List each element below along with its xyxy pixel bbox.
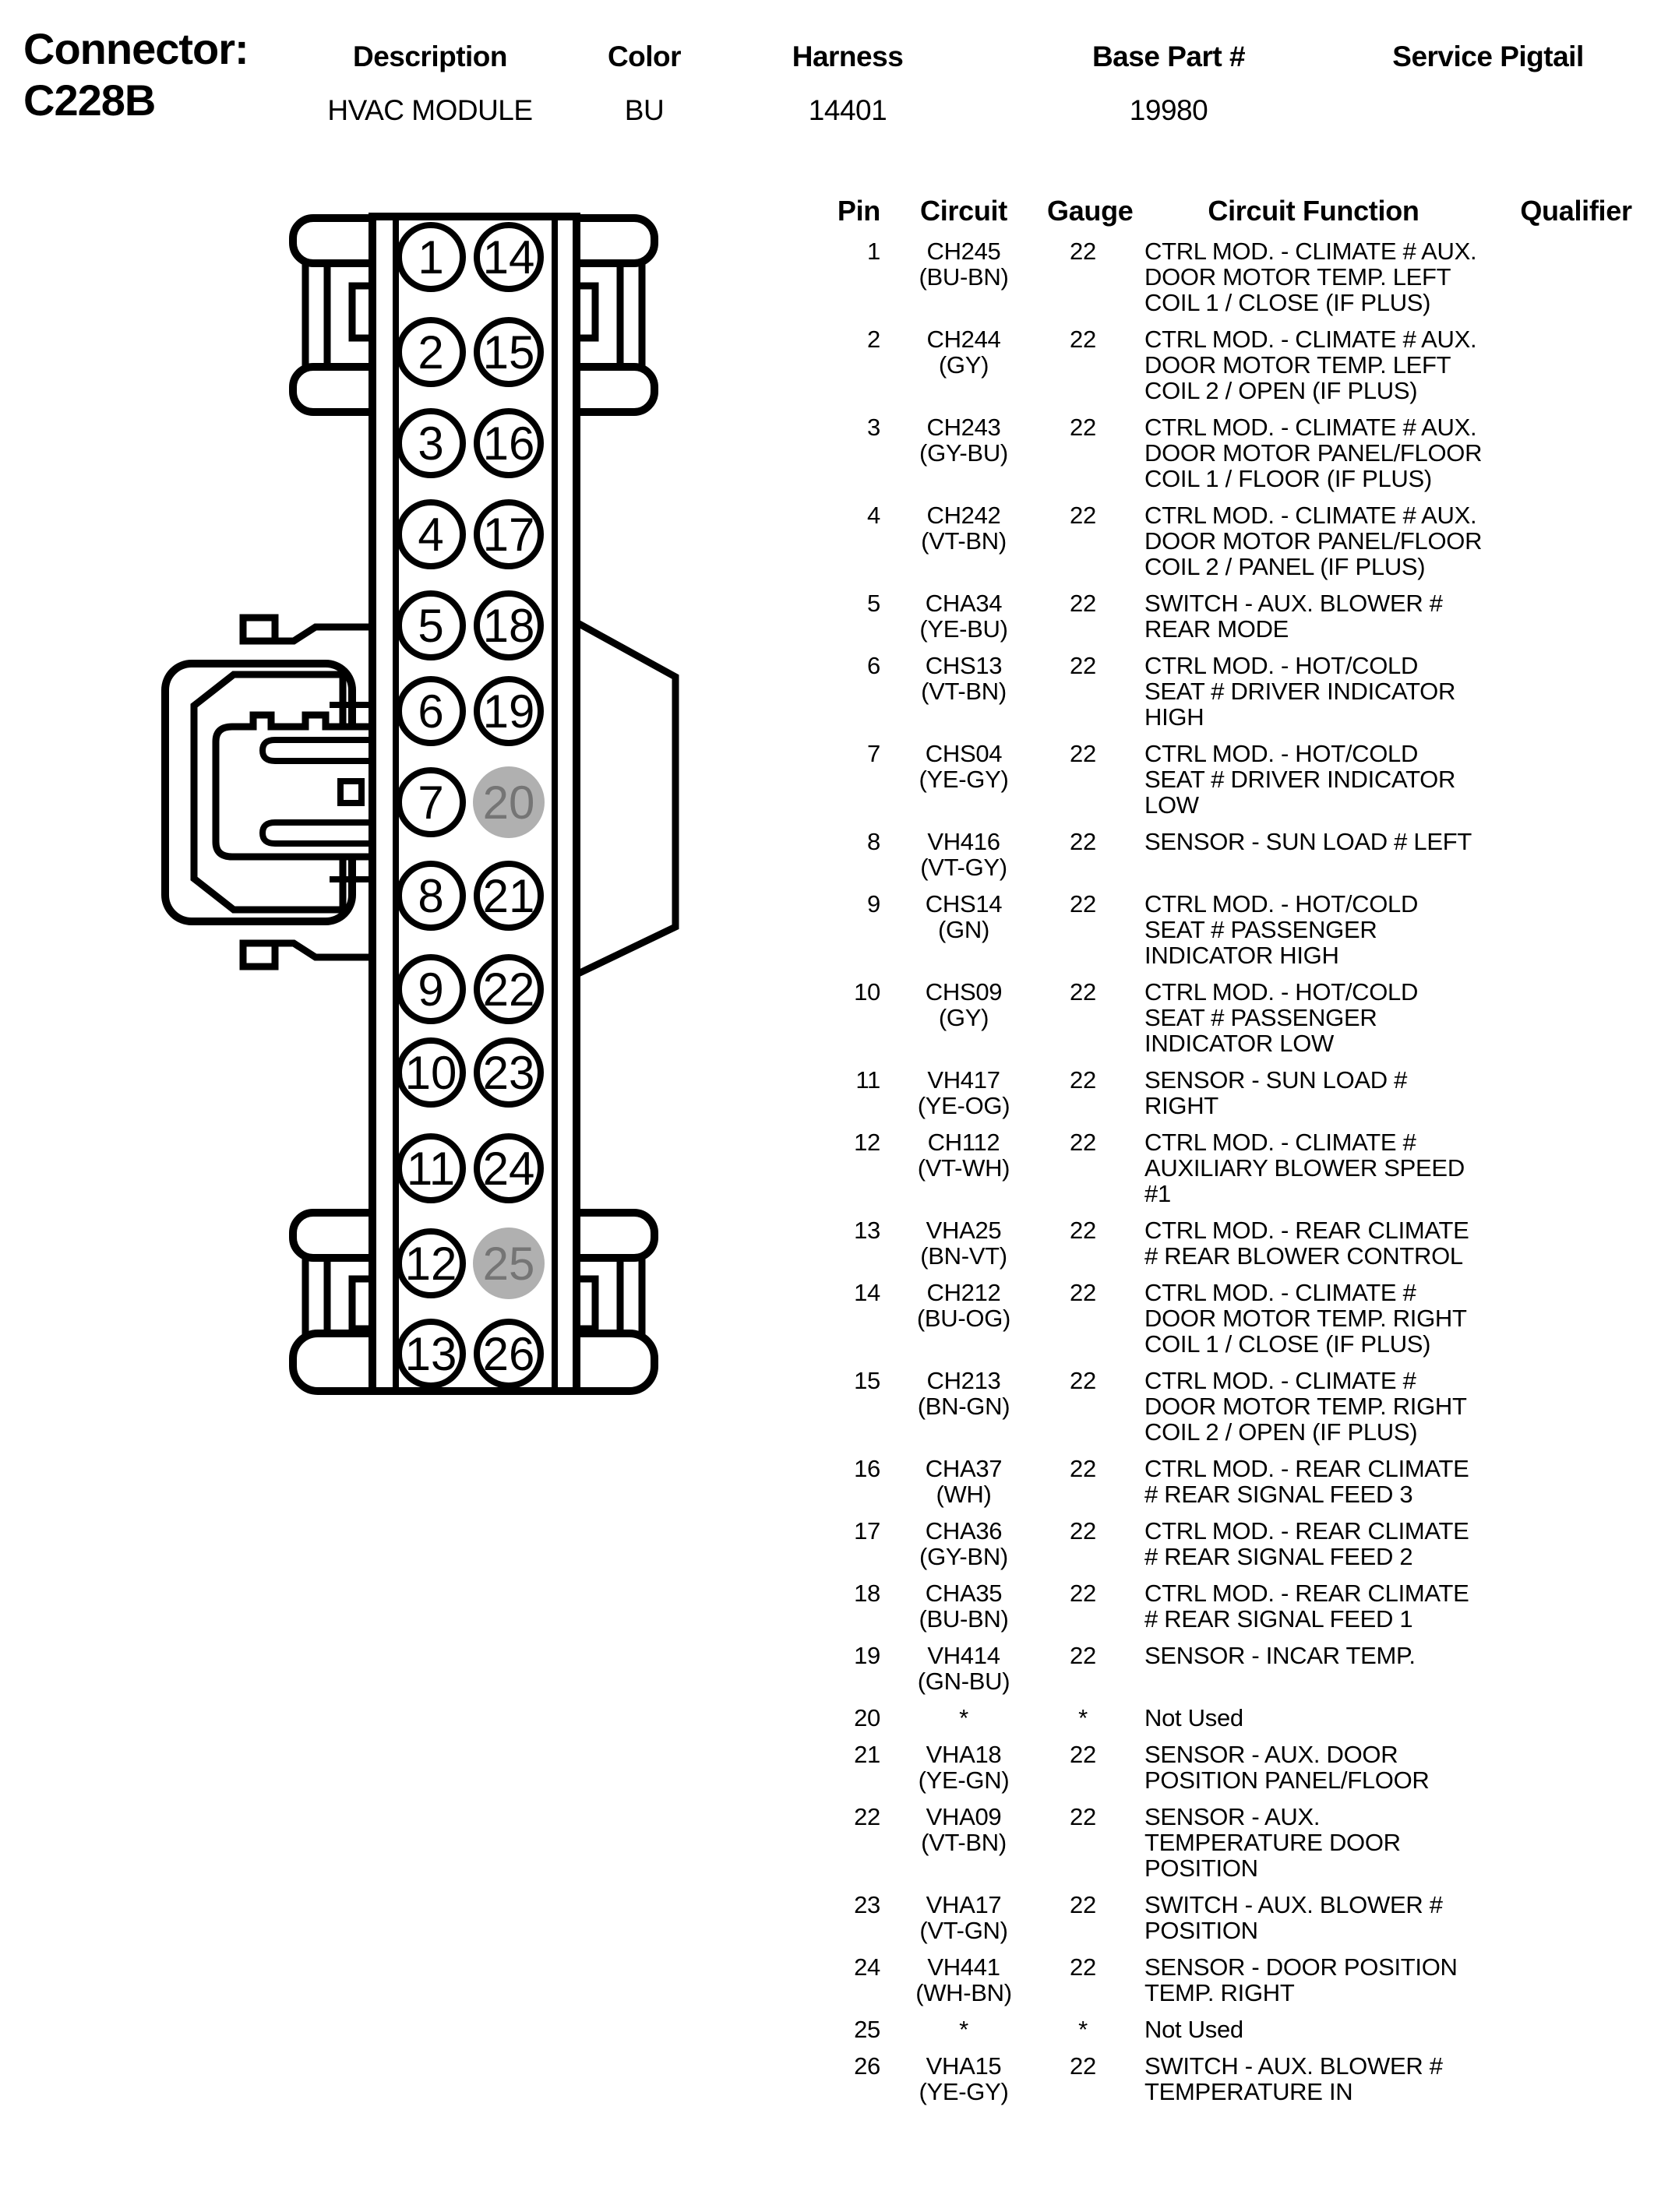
table-row-pin-20 [810,1705,1644,1731]
circuit-code: CHS13 (VT-BN) [921,652,1007,705]
pin-table [810,195,1644,2105]
pin-9-label: 9 [418,963,444,1016]
table-row-pin-16 [810,1456,1644,1507]
pin-number: 2 [867,326,880,353]
pin-number: 18 [854,1580,880,1607]
qualifier-value [1508,1456,1644,1507]
circuit-code: CH242 (VT-BN) [921,502,1007,555]
qualifier-value [1508,979,1644,1056]
pin-number: 24 [854,1953,880,1981]
pin-3-label: 3 [418,417,444,470]
connector-id: C228B [23,76,156,125]
field-base-part-label: Base Part # [1091,41,1246,72]
gauge-value: * [1078,2016,1088,2043]
table-row-pin-17 [810,1518,1644,1569]
table-row-pin-12 [810,1129,1644,1206]
table-row-pin-15 [810,1368,1644,1445]
table-row-pin-18 [810,1580,1644,1632]
circuit-code: CH112 (VT-WH) [917,1129,1010,1182]
pin-number: 12 [854,1129,880,1156]
pin-number: 25 [854,2016,880,2043]
gauge-value: 22 [1070,1953,1096,1981]
circuit-code: CHS04 (YE-GY) [919,740,1009,793]
table-row-pin-9 [810,891,1644,968]
header-qualifier: Qualifier [1520,195,1632,227]
pin-24-label: 24 [482,1143,535,1195]
field-base-part [1092,41,1245,127]
pin-26-label: 26 [482,1328,535,1380]
pin-number: 15 [854,1367,880,1394]
circuit-code: CH212 (BU-OG) [916,1279,1011,1332]
pin-4-label: 4 [418,509,444,561]
pin-25-label: 25 [482,1238,535,1290]
circuit-function: CTRL MOD. - CLIMATE # AUX. DOOR MOTOR TEMP. LEFT COIL 2 / OPEN (IF PLUS) [1144,326,1477,404]
latch-assembly [165,618,376,967]
circuit-function: SENSOR - SUN LOAD # LEFT [1144,828,1472,855]
gauge-value: 22 [1070,1517,1096,1545]
circuit-code: CHS09 (GY) [925,978,1003,1031]
table-row-pin-3 [810,414,1644,491]
circuit-code: CHA36 (GY-BN) [919,1517,1008,1570]
circuit-function: SWITCH - AUX. BLOWER # TEMPERATURE IN [1144,2052,1443,2105]
table-row-pin-25 [810,2017,1644,2042]
gauge-value: 22 [1070,1580,1096,1607]
circuit-function: Not Used [1144,1704,1243,1731]
gauge-value: 22 [1070,1741,1096,1768]
pin-17-label: 17 [482,509,535,561]
gauge-value: 22 [1070,502,1096,529]
key-wedge [575,622,675,975]
pin-22-label: 22 [482,963,535,1016]
qualifier-value [1508,1217,1644,1269]
circuit-code: VHA17 (VT-GN) [919,1891,1008,1944]
pin-number: 22 [854,1803,880,1830]
pin-18-label: 18 [482,600,535,652]
circuit-function: SENSOR - AUX. TEMPERATURE DOOR POSITION [1144,1803,1401,1882]
gauge-value: 22 [1070,828,1096,855]
latch-bottom-slope [275,943,376,957]
bottom-left-bracket [305,1255,327,1337]
gauge-value: * [1078,1704,1088,1731]
pin-number: 20 [854,1704,880,1731]
pin-20-label: 20 [482,777,535,829]
connector-label: Connector: [23,24,249,73]
field-harness-label: Harness [792,41,904,72]
circuit-code: CHS14 (GN) [925,890,1003,943]
qualifier-value [1508,1954,1644,2006]
circuit-function: CTRL MOD. - CLIMATE # AUX. DOOR MOTOR TEMP. LEFT COIL 1 / CLOSE (IF PLUS) [1144,238,1477,316]
circuit-code: VHA18 (YE-GN) [918,1741,1010,1794]
gauge-value: 22 [1070,1642,1096,1669]
pin-21-label: 21 [482,870,535,922]
circuit-function: CTRL MOD. - HOT/COLD SEAT # PASSENGER INDICATOR HIGH [1144,890,1419,969]
header-gauge: Gauge [1047,195,1134,227]
pin-14-label: 14 [482,231,535,284]
gauge-value: 22 [1070,652,1096,679]
pin-1-label: 1 [418,231,444,284]
circuit-function: CTRL MOD. - REAR CLIMATE # REAR SIGNAL FEED 3 [1144,1455,1469,1508]
table-row-pin-2 [810,326,1644,403]
circuit-code: CHA37 (WH) [925,1455,1003,1508]
field-color-label: Color [607,41,682,72]
gauge-value: 22 [1070,1803,1096,1830]
qualifier-value [1508,1742,1644,1793]
pin-number: 6 [867,652,880,679]
circuit-code: CH243 (GY-BU) [919,414,1008,467]
table-row-pin-22 [810,1804,1644,1881]
gauge-value: 22 [1070,740,1096,767]
gauge-value: 22 [1070,1455,1096,1482]
table-row-pin-4 [810,502,1644,579]
latch-slot-upper [263,740,374,761]
table-row-pin-26 [810,2053,1644,2105]
gauge-value: 22 [1070,1129,1096,1156]
circuit-function: SWITCH - AUX. BLOWER # POSITION [1144,1891,1443,1944]
gauge-value: 22 [1070,414,1096,441]
circuit-code: * [959,2016,968,2043]
gauge-value: 22 [1070,1891,1096,1918]
pin-13-label: 13 [404,1328,457,1380]
qualifier-value [1508,1067,1644,1118]
circuit-function: CTRL MOD. - HOT/COLD SEAT # DRIVER INDICATOR HIGH [1144,652,1456,731]
circuit-code: CHA35 (BU-BN) [919,1580,1009,1633]
table-row-pin-10 [810,979,1644,1056]
latch-top-tab [243,618,275,641]
qualifier-value [1508,1280,1644,1357]
pin-12-label: 12 [404,1238,457,1290]
pin-number: 9 [867,890,880,918]
latch-top-slope [275,627,376,641]
field-harness-value: 14401 [808,94,887,126]
qualifier-value [1508,590,1644,642]
qualifier-value [1508,326,1644,403]
circuit-function: CTRL MOD. - REAR CLIMATE # REAR BLOWER CONTROL [1144,1217,1469,1270]
qualifier-value [1508,1643,1644,1694]
field-description-label: Description [352,41,508,72]
circuit-function: SENSOR - AUX. DOOR POSITION PANEL/FLOOR [1144,1741,1430,1794]
pin-10-label: 10 [404,1047,457,1099]
qualifier-value [1508,1368,1644,1445]
top-right-bracket [620,260,642,370]
circuit-function: CTRL MOD. - CLIMATE # AUX. DOOR MOTOR PANEL/FLOOR COIL 1 / FLOOR (IF PLUS) [1144,414,1483,492]
circuit-code: CH213 (BN-GN) [917,1367,1010,1420]
circuit-function: CTRL MOD. - REAR CLIMATE # REAR SIGNAL FEED 2 [1144,1517,1469,1570]
gauge-value: 22 [1070,590,1096,617]
qualifier-value [1508,2017,1644,2042]
gauge-value: 22 [1070,890,1096,918]
table-row-pin-6 [810,653,1644,730]
pin-5-label: 5 [418,600,444,652]
field-service-pigtail-value [1392,94,1583,127]
table-row-pin-8 [810,829,1644,880]
circuit-function: SWITCH - AUX. BLOWER # REAR MODE [1144,590,1443,643]
pin-2-label: 2 [418,326,444,379]
pin-number: 14 [854,1279,880,1306]
circuit-function: CTRL MOD. - HOT/COLD SEAT # DRIVER INDICATOR LOW [1144,740,1456,819]
gauge-value: 22 [1070,238,1096,265]
qualifier-value [1508,653,1644,730]
pin-11-label: 11 [406,1143,456,1195]
gauge-value: 22 [1070,978,1096,1006]
header-circuit: Circuit [920,195,1007,227]
pin-table-body [810,238,1644,2105]
pin-number: 17 [854,1517,880,1545]
circuit-code: VH417 (YE-OG) [917,1066,1010,1119]
circuit-code: CH245 (BU-BN) [919,238,1009,291]
pin-table-header [810,195,1644,227]
qualifier-value [1508,1804,1644,1881]
header-pin: Pin [837,195,880,227]
gauge-value: 22 [1070,1279,1096,1306]
pin-number: 26 [854,2052,880,2080]
pin-8-label: 8 [418,870,444,922]
field-base-part-value: 19980 [1129,94,1208,126]
circuit-code: CH244 (GY) [926,326,1001,379]
pin-number: 10 [854,978,880,1006]
circuit-function: CTRL MOD. - CLIMATE # DOOR MOTOR TEMP. RIGHT COIL 1 / CLOSE (IF PLUS) [1144,1279,1467,1358]
pin-15-label: 15 [482,326,535,379]
circuit-code: VHA25 (BN-VT) [920,1217,1007,1270]
pin-number: 8 [867,828,880,855]
pin-number: 19 [854,1642,880,1669]
circuit-code: VHA15 (YE-GY) [919,2052,1009,2105]
qualifier-value [1508,238,1644,315]
gauge-value: 22 [1070,1066,1096,1094]
circuit-code: VHA09 (VT-BN) [921,1803,1007,1856]
table-row-pin-19 [810,1643,1644,1694]
qualifier-value [1508,2053,1644,2105]
circuit-function: CTRL MOD. - CLIMATE # AUXILIARY BLOWER SPEED #1 [1144,1129,1465,1207]
circuit-code: * [959,1704,968,1731]
gauge-value: 22 [1070,1217,1096,1244]
gauge-value: 22 [1070,1367,1096,1394]
latch-slot-lower [263,822,374,844]
circuit-function: CTRL MOD. - CLIMATE # AUX. DOOR MOTOR PANEL/FLOOR COIL 2 / PANEL (IF PLUS) [1144,502,1483,580]
table-row-pin-13 [810,1217,1644,1269]
circuit-function: Not Used [1144,2016,1243,2043]
qualifier-value [1508,502,1644,579]
connector-diagram [0,0,779,1402]
pin-number: 11 [855,1066,880,1094]
circuit-function: SENSOR - SUN LOAD # RIGHT [1144,1066,1408,1119]
pin-number: 3 [867,414,880,441]
header-circuit-function: Circuit Function [1208,195,1419,227]
circuit-function: SENSOR - DOOR POSITION TEMP. RIGHT [1144,1953,1458,2006]
circuit-code: VH416 (VT-GY) [920,828,1007,881]
pin-number: 21 [854,1741,880,1768]
pin-23-label: 23 [482,1047,535,1099]
table-row-pin-7 [810,741,1644,818]
pin-number: 23 [854,1891,880,1918]
table-row-pin-1 [810,238,1644,315]
circuit-function: CTRL MOD. - CLIMATE # DOOR MOTOR TEMP. RIGHT COIL 2 / OPEN (IF PLUS) [1144,1367,1467,1446]
pin-7-label: 7 [418,777,444,829]
qualifier-value [1508,741,1644,818]
field-color-value: BU [624,94,665,126]
table-row-pin-24 [810,1954,1644,2006]
pin-number: 7 [867,740,880,767]
gauge-value: 22 [1070,2052,1096,2080]
field-service-pigtail [1392,41,1583,127]
gauge-value: 22 [1070,326,1096,353]
table-row-pin-21 [810,1742,1644,1793]
field-description-value: HVAC MODULE [327,94,533,126]
pin-number: 4 [867,502,880,529]
circuit-function: CTRL MOD. - REAR CLIMATE # REAR SIGNAL FEED 1 [1144,1580,1469,1633]
qualifier-value [1508,1129,1644,1206]
table-row-pin-5 [810,590,1644,642]
qualifier-value [1508,1518,1644,1569]
pin-6-label: 6 [418,685,444,738]
table-row-pin-23 [810,1892,1644,1943]
circuit-function: CTRL MOD. - HOT/COLD SEAT # PASSENGER INDICATOR LOW [1144,978,1419,1057]
pin-number: 13 [854,1217,880,1244]
latch-bottom-tab [243,943,275,967]
qualifier-value [1508,1580,1644,1632]
circuit-function: SENSOR - INCAR TEMP. [1144,1642,1416,1669]
pin-16-label: 16 [482,417,535,470]
field-harness [792,41,904,127]
table-row-pin-14 [810,1280,1644,1357]
table-row-pin-11 [810,1067,1644,1118]
qualifier-value [1508,1892,1644,1943]
pin-19-label: 19 [482,685,535,738]
qualifier-value [1508,829,1644,880]
pin-number: 1 [867,238,880,265]
pin-number: 16 [854,1455,880,1482]
circuit-code: VH441 (WH-BN) [915,1953,1012,2006]
qualifier-value [1508,1705,1644,1731]
top-left-bracket [305,260,327,370]
pin-number: 5 [867,590,880,617]
circuit-code: VH414 (GN-BU) [917,1642,1010,1695]
qualifier-value [1508,891,1644,968]
qualifier-value [1508,414,1644,491]
bottom-right-bracket [620,1255,642,1337]
circuit-code: CHA34 (YE-BU) [919,590,1008,643]
latch-stem-tip [340,781,361,803]
field-service-pigtail-label: Service Pigtail [1392,41,1584,72]
